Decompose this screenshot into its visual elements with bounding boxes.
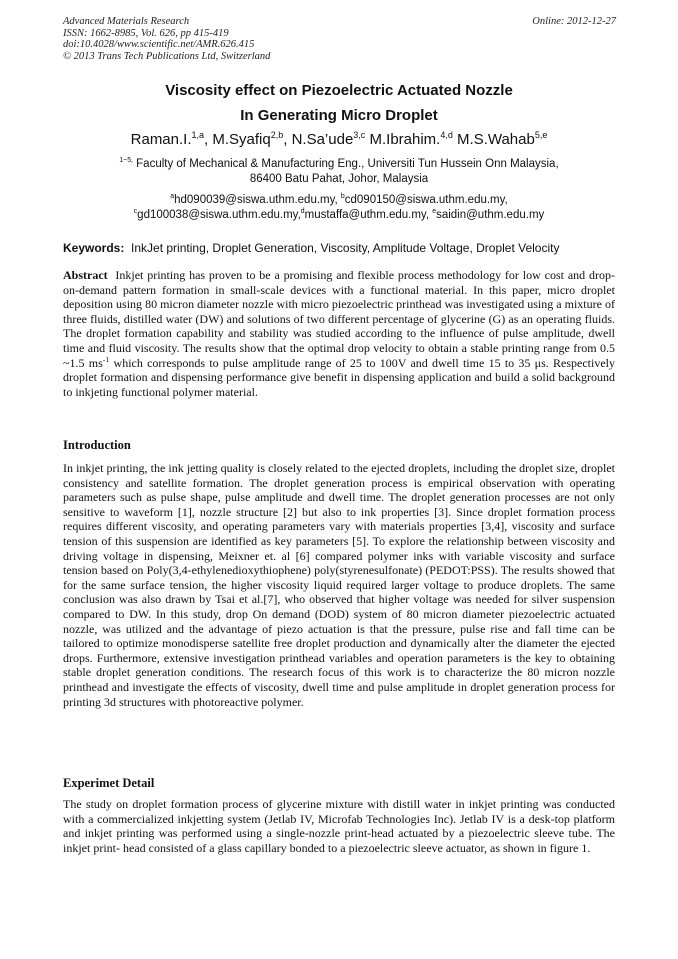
- abstract-label: Abstract: [63, 268, 108, 282]
- keywords-label: Keywords:: [63, 241, 125, 255]
- journal-name: Advanced Materials Research: [63, 16, 190, 27]
- abstract-sup: -1: [102, 354, 110, 364]
- paper-title-line-2: In Generating Micro Droplet: [240, 107, 438, 124]
- author-name: Raman.I.: [130, 131, 192, 148]
- author-affil-mark: 1,a: [191, 130, 205, 140]
- email-link[interactable]: mustaffa@uthm.edu.my: [304, 208, 426, 221]
- abstract: [63, 268, 615, 399]
- affiliation-mark: 1~5,: [119, 157, 133, 165]
- email-link[interactable]: cd090150@siswa.uthm.edu.my: [344, 194, 505, 206]
- affiliation: [0, 157, 678, 186]
- author-affil-mark: 5,e: [534, 130, 548, 140]
- author-affil-mark: 4,d: [440, 130, 453, 140]
- section-heading-experiment: Experimet Detail: [63, 776, 155, 790]
- introduction-text: In inkjet printing, the ink jetting quality is closely related to the ejected droplets, including the droplet size, droplet consistency and satellite formation. The droplet generation process is empirical observation with operating parameters such as pulse shape, pulse amplitude and dwell time. The droplet generation processes are not only sensitive to waveform [1], nozzle structure [2] but also to ink properties [3]. Since droplet formation process requires different viscosity, and operating parameters vary with materials properties [3,4], viscosity and surface tension of this suspension are identified as key parameters [5]. To explore the relationship between viscosity and driving voltage in dispensing, Meixner et. al [6] compared polymer inks with variable viscosity and surface tension based on Poly(3,4-ethylenedioxythiophene) poly(styrenesulfonate) (PEDOT:PSS). The results showed that for the same surface tension, the higher viscosity liquid required larger voltage to produce droplets. The same conclusion was also drawn by Tsai et al.[7], who observed that higher voltage was needed for silver suspension compared to DW. In this study, drop On demand (DOD) system of 80 micron diameter piezoelectric actuated nozzle, was utilized and the advantage of piezo actuation is that the pressure, pulse rise and fall time can be tailored to optimize monodisperse satellite free droplet production and dynamically alter the diameter the ejected drops. Furthermore, extensive investigation printhead variables and operation parameters is the key to obtaining stable droplet generation conditions. The research focus of this work is to characterize the 80 micron nozzle printhead and investigate the effects of viscosity, dwell time and pulse amplitude in droplet generation process for printing 3d structures with photoreactive polymer.: [63, 461, 615, 709]
- journal-header: [63, 16, 270, 62]
- paper-title-line-1: Viscosity effect on Piezoelectric Actuated Nozzle: [165, 82, 513, 99]
- author-emails: $^a$hd090039@siswa.uthm.edu.my, $^b$cd090150@siswa.uthm.edu.my, $^c$gd100038@siswa.uthm.edu.my,$^d$mustaffa@uthm.edu.my, $^e$saidin@uthm.edu.my: [133, 193, 545, 221]
- email-link[interactable]: hd090039@siswa.uthm.edu.my: [174, 194, 335, 206]
- author-affil-mark: 3,c: [353, 130, 366, 140]
- author-affil-mark: 2,b: [270, 130, 284, 140]
- section-heading-introduction: Introduction: [63, 438, 131, 452]
- affiliation-line-1: Faculty of Mechanical & Manufacturing Eng., Universiti Tun Hussein Onn Malaysia,: [132, 158, 559, 170]
- experiment-text: The study on droplet formation process of glycerine mixture with distill water in inkjet printing was conducted with a commercialized inkjetting system (Jetlab IV, Microfab Technologies Inc). Jetlab IV is a desk-top platform and inkjet printing was performed using a single-nozzle print-head actuated by a piezoelectric sleeve tube. The inkjet print- head consisted of a glass capillary bonded to a piezoelectric sleeve actuator, as shown in figure 1.: [63, 797, 615, 855]
- author-name: N.Sa’ude: [291, 131, 354, 148]
- author-name: M.S.Wahab: [457, 131, 535, 148]
- email-link[interactable]: saidin@uthm.edu.my: [436, 208, 545, 221]
- affiliation-line-2: 86400 Batu Pahat, Johor, Malaysia: [249, 172, 429, 185]
- journal-issn: ISSN: 1662-8985, Vol. 626, pp 415-419: [63, 27, 229, 39]
- online-date: Online: 2012-12-27: [532, 16, 616, 27]
- journal-copyright: © 2013 Trans Tech Publications Ltd, Switzerland: [63, 50, 271, 62]
- journal-doi[interactable]: doi:10.4028/www.scientific.net/AMR.626.415: [63, 39, 255, 51]
- email-link[interactable]: gd100038@siswa.uthm.edu.my: [137, 208, 298, 221]
- author-list: Raman.I.$^{1,a}$, M.Syafiq$^{2,b}$, N.Sa’ude$^{3,c}$ M.Ibrahim.$^{4,d}$ M.S.Wahab$^{5,e}$: [130, 130, 548, 148]
- author-name: M.Ibrahim.: [369, 131, 441, 148]
- author-name: M.Syafiq: [212, 131, 271, 148]
- keywords-text: InkJet printing, Droplet Generation, Viscosity, Amplitude Voltage, Droplet Velocity: [131, 241, 560, 255]
- keywords: [63, 241, 623, 255]
- abstract-text: Inkjet printing has proven to be a promising and flexible process methodology for low cost and drop-on-demand pattern formation in small-scale devices with a functional material. In this paper, micro droplet deposition using 80 micron diameter nozzle with micro piezoelectric printhead was investigated using a mixture of three fluids, distilled water (DW) and solutions of two different percentage of glycerine (G) as an operating fluids. The droplet formation capability and stability was studied according to the influence of pulse amplitude, dwell time and fluid viscosity. The results show that the optimal drop velocity to obtain a stable printing range from 0.5 ~1.5 ms: [63, 268, 615, 370]
- abstract-text-cont: which corresponds to pulse amplitude range of 25 to 100V and dwell time 15 to 35 μs. Respectively droplet formation and dispensing performance give benefit in dispensing application and build a solid background to inkjeting functional polymer material.: [63, 355, 616, 399]
